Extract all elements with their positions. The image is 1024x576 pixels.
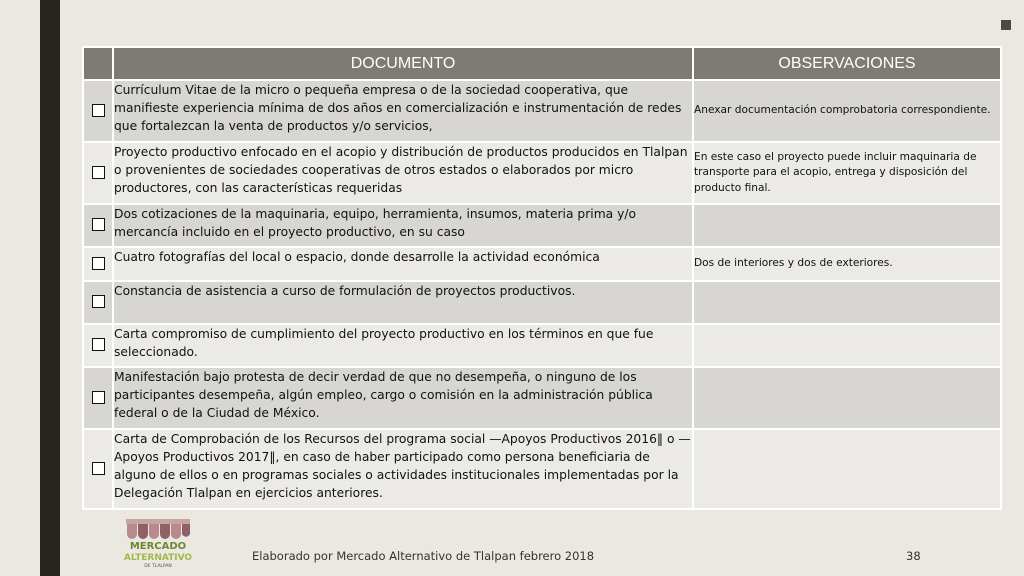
header-checkbox-column	[83, 47, 113, 80]
mercado-alternativo-logo	[122, 518, 194, 570]
documento-cell: Cuatro fotografías del local o espacio, donde desarrolle la actividad económica	[113, 247, 693, 281]
documento-cell: Constancia de asistencia a curso de formulación de proyectos productivos.	[113, 281, 693, 324]
checkbox[interactable]	[92, 462, 105, 475]
awning-graphic	[126, 519, 190, 539]
page-number: 38	[906, 549, 921, 563]
corner-accent-square	[1001, 20, 1011, 30]
observaciones-cell	[693, 429, 1001, 509]
header-observaciones: OBSERVACIONES	[693, 47, 1001, 80]
checkbox[interactable]	[92, 104, 105, 117]
observaciones-cell: Anexar documentación comprobatoria correspondiente.	[693, 80, 1001, 142]
documento-cell: Proyecto productivo enfocado en el acopio y distribución de productos producidos en Tlalpan o provenientes de sociedades cooperativas de otros estados o elaborados por micro productores, con las características requeridas	[113, 142, 693, 204]
checkbox[interactable]	[92, 257, 105, 270]
documento-cell: Manifestación bajo protesta de decir verdad de que no desempeña, o ninguno de los participantes desempeña, algún empleo, cargo o comisión en la administración pública federal o de la Ciudad de México.	[113, 367, 693, 429]
checkbox[interactable]	[92, 166, 105, 179]
checkbox[interactable]	[92, 218, 105, 231]
footer-credit: Elaborado por Mercado Alternativo de Tlalpan febrero 2018	[252, 549, 595, 563]
table-header-row	[83, 47, 1001, 80]
table-row	[83, 247, 1001, 281]
documento-cell: Carta compromiso de cumplimiento del proyecto productivo en los términos en que fue seleccionado.	[113, 324, 693, 367]
logo-text-line2: ALTERNATIVO	[123, 553, 193, 563]
table-row	[83, 80, 1001, 142]
checkbox[interactable]	[92, 338, 105, 351]
table-row	[83, 204, 1001, 247]
observaciones-cell	[693, 204, 1001, 247]
header-documento: DOCUMENTO	[113, 47, 693, 80]
table-row	[83, 324, 1001, 367]
table-row	[83, 142, 1001, 204]
table-row	[83, 367, 1001, 429]
observaciones-cell	[693, 367, 1001, 429]
checkbox[interactable]	[92, 295, 105, 308]
checkbox[interactable]	[92, 391, 105, 404]
table-row	[83, 429, 1001, 509]
documento-cell: Carta de Comprobación de los Recursos del programa social —Apoyos Productivos 2016‖ o —Apoyos Productivos 2017‖, en caso de haber participado como persona beneficiaria de alguno de ellos o en programas sociales o actividades institucionales implementadas por la Delegación Tlalpan en ejercicios anteriores.	[113, 429, 693, 509]
observaciones-cell	[693, 324, 1001, 367]
documento-cell: Dos cotizaciones de la maquinaria, equipo, herramienta, insumos, materia prima y/o mercancía incluido en el proyecto productivo, en su caso	[113, 204, 693, 247]
observaciones-cell: Dos de interiores y dos de exteriores.	[693, 247, 1001, 281]
observaciones-cell: En este caso el proyecto puede incluir maquinaria de transporte para el acopio, entrega y disposición del producto final.	[693, 142, 1001, 204]
logo-text-line3: DE TLALPAN	[144, 564, 172, 569]
requirements-table	[82, 46, 1002, 510]
observaciones-cell	[693, 281, 1001, 324]
left-accent-bar	[40, 0, 60, 576]
documento-cell: Currículum Vitae de la micro o pequeña empresa o de la sociedad cooperativa, que manifieste experiencia mínima de dos años en comercialización e instrumentación de redes que fortalezcan la venta de productos y/o servicios,	[113, 80, 693, 142]
table-row	[83, 281, 1001, 324]
logo-text-line1: MERCADO	[129, 541, 187, 552]
